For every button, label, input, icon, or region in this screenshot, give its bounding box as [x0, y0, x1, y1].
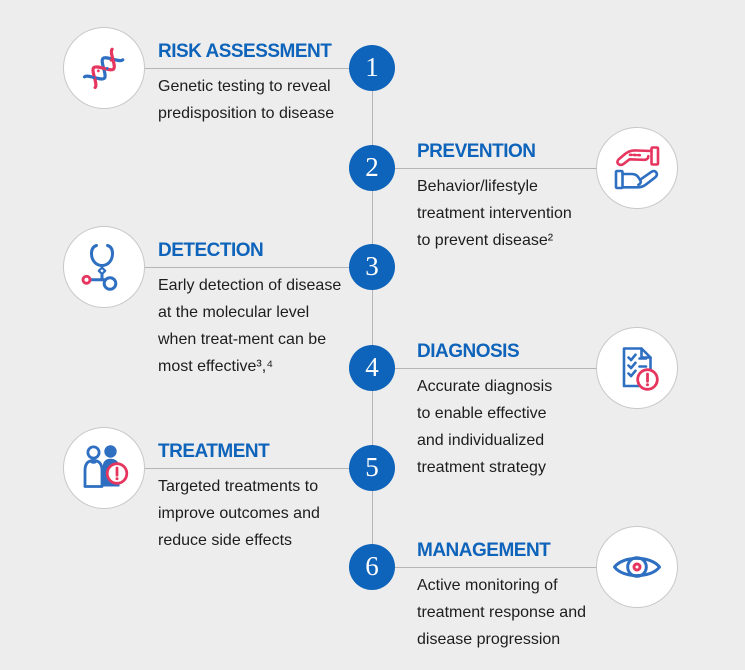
- step-number-label: 5: [365, 452, 379, 482]
- description-line: Accurate diagnosis: [417, 378, 553, 395]
- description-line: when treat-ment can be: [158, 331, 327, 348]
- connector-line-2: [372, 168, 597, 170]
- detection-icon-circle: [63, 226, 145, 308]
- caring-hands-icon: [609, 140, 665, 196]
- step-number-circle-5: [349, 445, 395, 491]
- timeline-vertical-line: [372, 68, 374, 567]
- step-number-circle-2: [349, 145, 395, 191]
- description-line: Active monitoring of: [417, 577, 558, 594]
- description-line: Genetic testing to reveal: [158, 78, 331, 95]
- description-line: treatment response and: [417, 604, 586, 621]
- step-number-label: 6: [365, 551, 379, 581]
- description-line: and individualized: [417, 432, 545, 449]
- description-line: to prevent disease²: [417, 232, 554, 249]
- step-number-circle-1: [349, 45, 395, 91]
- description-line: most effective³,⁴: [158, 358, 274, 375]
- description-line: Targeted treatments to: [158, 478, 319, 495]
- step-description-detection: [158, 272, 341, 380]
- risk-assessment-icon-circle: [63, 27, 145, 109]
- stethoscope-icon: [76, 239, 132, 295]
- step-number-label: 3: [365, 251, 379, 281]
- step-description-management: [417, 572, 586, 653]
- step-title-risk-assessment: RISK ASSESSMENT: [158, 41, 332, 62]
- management-icon-circle: [596, 526, 678, 608]
- step-number-circle-3: [349, 244, 395, 290]
- treatment-icon-circle: [63, 427, 145, 509]
- step-number-label: 2: [365, 152, 379, 182]
- description-line: Early detection of disease: [158, 277, 342, 294]
- step-title-prevention: PREVENTION: [417, 141, 536, 162]
- description-line: reduce side effects: [158, 532, 293, 549]
- step-number-label: 1: [365, 52, 379, 82]
- connector-line-3: [145, 267, 372, 269]
- description-line: disease progression: [417, 631, 561, 648]
- step-number-label: 4: [365, 352, 379, 382]
- step-description-risk-assessment: [158, 73, 334, 127]
- connector-line-6: [372, 567, 597, 569]
- step-number-circle-4: [349, 345, 395, 391]
- step-title-diagnosis: DIAGNOSIS: [417, 341, 520, 362]
- description-line: treatment strategy: [417, 459, 546, 476]
- patients-alert-icon: [76, 440, 132, 496]
- dna-icon: [76, 40, 132, 96]
- step-title-management: MANAGEMENT: [417, 540, 551, 561]
- diagnosis-icon-circle: [596, 327, 678, 409]
- description-line: predisposition to disease: [158, 105, 335, 122]
- prevention-icon-circle: [596, 127, 678, 209]
- description-line: treatment intervention: [417, 205, 572, 222]
- step-description-prevention: [417, 173, 572, 254]
- description-line: improve outcomes and: [158, 505, 320, 522]
- connector-line-5: [145, 468, 372, 470]
- description-line: at the molecular level: [158, 304, 310, 321]
- step-title-detection: DETECTION: [158, 240, 264, 261]
- checklist-alert-icon: [609, 340, 665, 396]
- description-line: Behavior/lifestyle: [417, 178, 538, 195]
- step-description-treatment: [158, 473, 320, 554]
- step-title-treatment: TREATMENT: [158, 441, 270, 462]
- description-line: to enable effective: [417, 405, 547, 422]
- step-description-diagnosis: [417, 373, 552, 481]
- connector-line-1: [145, 68, 372, 70]
- eye-icon: [609, 539, 665, 595]
- step-number-circle-6: [349, 544, 395, 590]
- connector-line-4: [372, 368, 597, 370]
